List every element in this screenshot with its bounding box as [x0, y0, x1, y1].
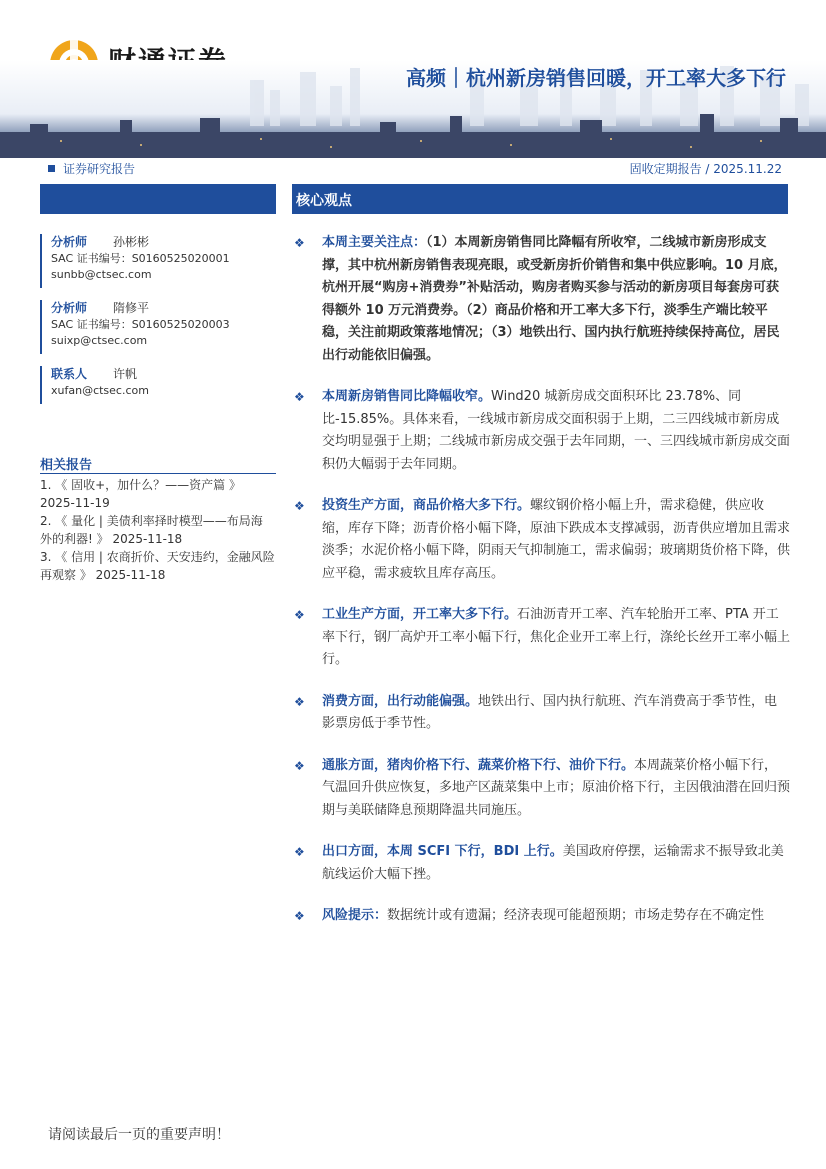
related-reports-list: [40, 476, 280, 584]
analyst-cert: SAC 证书编号：S0160525020001: [51, 252, 230, 265]
core-point-heading: 风险提示：: [322, 908, 388, 923]
related-report-line: 3. 《 信用 | 农商折价、天安违约，金融风险: [40, 550, 275, 564]
core-point-body: 石油沥青开工率、汽车轮胎开工率、PTA 开工率下行，钢厂高炉开工率小幅下行，焦化企业开工率上行，涤纶长丝开工率小幅上行。: [322, 607, 791, 667]
analyst-card: [40, 300, 230, 354]
analyst-email[interactable]: sunbb@ctsec.com: [51, 268, 152, 281]
core-point-body: （1）本周新房销售同比降幅有所收窄，二线城市新房形成支撑，其中杭州新房销售表现亮眼，或受新房折价销售和集中供应影响。10 月底，杭州开展“购房+消费券”补贴活动，购房者购买参与活动的新房项目每套房可获得额外 10 万元消费券。（2）商品价格和开工率大多下行，淡季生产端比较平稳，关注前期政策落地情况；（3）地铁出行、国内执行航班持续保持高位，居民出行动能依旧偏强。: [322, 235, 787, 363]
core-point-body: Wind20 城新房成交面积环比 23.78%、同比-15.85%。具体来看，一线城市新房成交面积弱于上期，二三四线城市新房成交均明显强于上期；二线城市新房成交强于去年同期，一、三四线城市新房成交面积仍大幅弱于去年同期。: [322, 389, 791, 472]
analyst-name: 孙彬彬: [113, 235, 150, 249]
core-point-heading: 工业生产方面，开工率大多下行。: [322, 607, 518, 622]
report-title: 高频｜杭州新房销售回暖，开工率大多下行: [406, 66, 786, 90]
core-point: [294, 755, 790, 823]
contact-role: 联系人: [51, 367, 88, 381]
related-reports-title: 相关报告: [40, 458, 93, 473]
report-date-line: 固收定期报告 / 2025.11.22: [629, 162, 782, 176]
related-report-line: 2. 《 量化 | 美债利率择时模型——布局海: [40, 514, 263, 528]
core-point-heading: 本周新房销售同比降幅收窄。: [322, 389, 492, 404]
analyst-role: 分析师: [51, 235, 88, 249]
core-points-list: [294, 232, 790, 947]
left-column-header-bar: [40, 184, 276, 214]
contact-card: [40, 366, 149, 404]
core-view-header-bar: [292, 184, 788, 214]
core-point-heading: 投资生产方面，商品价格大多下行。: [322, 498, 531, 513]
analyst-name: 隋修平: [113, 301, 150, 315]
square-bullet-icon: [48, 165, 55, 172]
disclaimer-notice: 请阅读最后一页的重要声明！: [48, 1127, 230, 1143]
core-point: [294, 495, 790, 585]
related-report-line: 1. 《 固收+，加什么？——资产篇 》: [40, 478, 241, 492]
core-point: [294, 232, 790, 367]
related-report-line: 再观察 》 2025-11-18: [40, 568, 166, 582]
analyst-role: 分析师: [51, 301, 88, 315]
core-point: [294, 905, 790, 928]
related-report-item[interactable]: [40, 476, 280, 512]
core-point-body: 螺纹钢价格小幅上升，需求稳健，供应收缩，库存下降；沥青价格小幅下降，原油下跌成本支撑减弱，沥青供应增加且需求淡季；水泥价格小幅下降，阴雨天气抑制施工，需求偏弱；玻璃期货价格下降，供应平稳，需求疲软且库存高压。: [322, 498, 791, 581]
related-report-line: 2025-11-19: [40, 496, 110, 510]
core-point: [294, 691, 790, 736]
diamond-bullet-icon: ❖: [294, 694, 305, 709]
diamond-bullet-icon: ❖: [294, 909, 305, 923]
core-point: [294, 841, 790, 886]
related-report-line: 外的利器! 》 2025-11-18: [40, 532, 183, 546]
core-point-heading: 本周主要关注点：: [322, 235, 427, 250]
analyst-email[interactable]: suixp@ctsec.com: [51, 334, 148, 347]
core-point-heading: 通胀方面，猪肉价格下行、蔬菜价格下行、油价下行。: [322, 757, 635, 773]
contact-name: 许帆: [113, 367, 138, 381]
core-point-heading: 消费方面，出行动能偏强。: [322, 693, 479, 709]
report-type-label: 证券研究报告: [63, 162, 136, 176]
diamond-bullet-icon: ❖: [294, 236, 305, 250]
core-view-title: 核心观点: [296, 193, 352, 209]
related-report-item[interactable]: [40, 548, 280, 584]
contact-email[interactable]: xufan@ctsec.com: [51, 384, 149, 397]
diamond-bullet-icon: ❖: [294, 758, 305, 773]
analyst-cert: SAC 证书编号：S0160525020003: [51, 318, 230, 331]
diamond-bullet-icon: ❖: [294, 390, 305, 404]
core-point-body: 美国政府停摆，运输需求不振导致北美航线运价大幅下挫。: [322, 844, 784, 882]
core-point-body: 地铁出行、国内执行航班、汽车消费高于季节性，电影票房低于季节性。: [322, 693, 778, 731]
core-point: [294, 604, 790, 672]
diamond-bullet-icon: ❖: [294, 608, 305, 622]
related-reports-divider: [40, 473, 276, 474]
core-point-heading: 出口方面，本周 SCFI 下行，BDI 上行。: [322, 844, 563, 859]
diamond-bullet-icon: ❖: [294, 499, 305, 513]
related-report-item[interactable]: [40, 512, 280, 548]
core-point-body: 数据统计或有遗漏；经济表现可能超预期；市场走势存在不确定性: [387, 908, 765, 923]
analyst-card: [40, 234, 230, 288]
core-point-body: 本周蔬菜价格小幅下行，气温回升供应恢复，多地产区蔬菜集中上市；原油价格下行，主因俄油潜在回归预期与美联储降息预期降温共同施压。: [322, 757, 791, 818]
diamond-bullet-icon: ❖: [294, 845, 305, 859]
core-point: [294, 386, 790, 476]
report-type-tag: [48, 160, 135, 177]
